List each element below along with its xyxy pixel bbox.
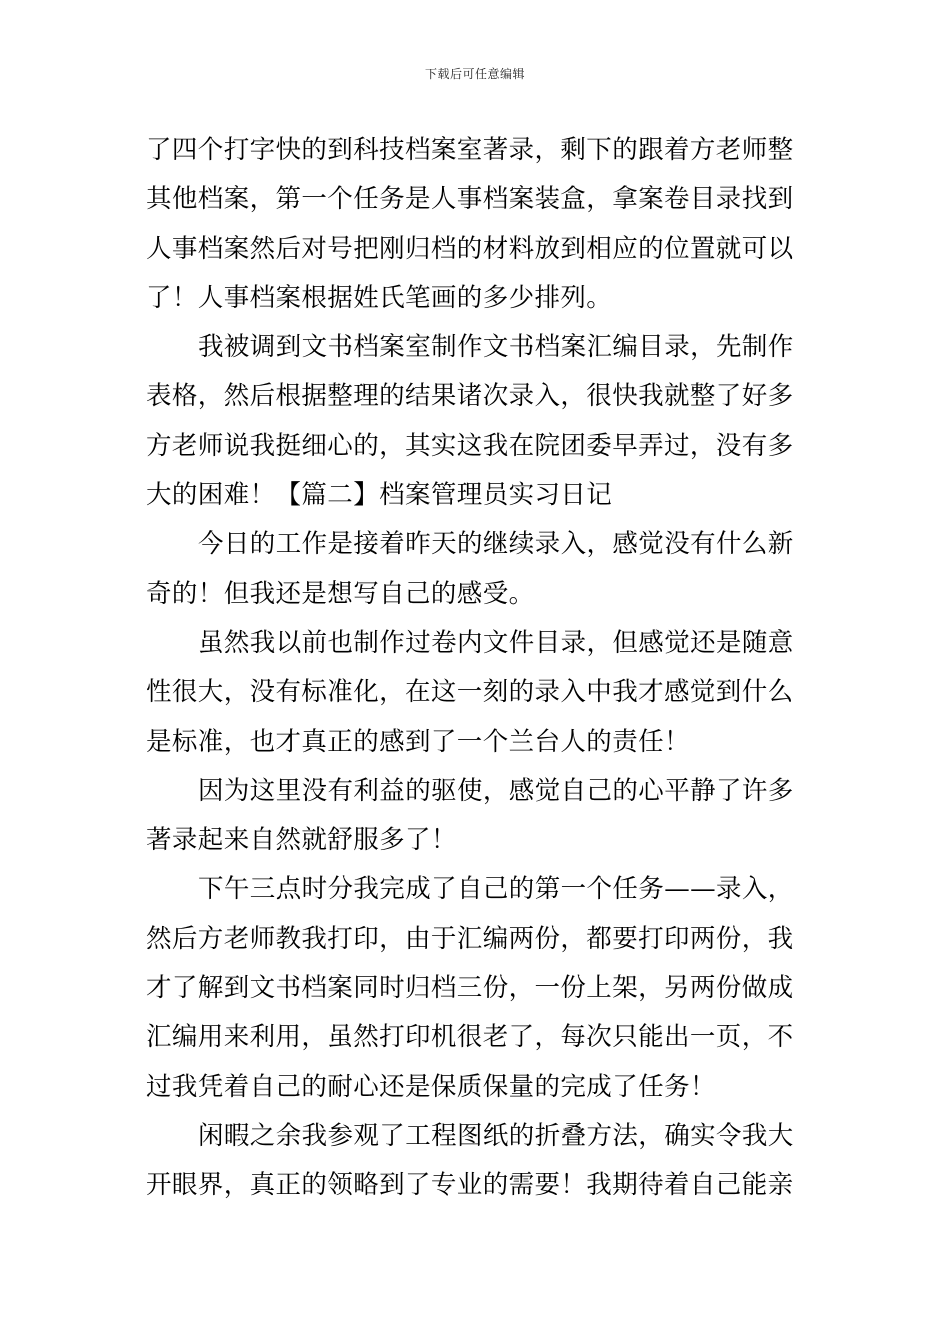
paragraph-start-line: 因为这里没有利益的驱使，感觉自己的心平静了许多 <box>198 775 794 806</box>
body-line: 其他档案，第一个任务是人事档案装盒，拿案卷目录找到 <box>146 184 794 215</box>
body-line: 著录起来自然就舒服多了！ <box>146 825 457 856</box>
body-line: 开眼界，真正的领略到了专业的需要！我期待着自己能亲 <box>146 1170 794 1201</box>
body-line: 人事档案然后对号把刚归档的材料放到相应的位置就可以 <box>146 233 794 264</box>
body-line: 然后方老师教我打印，由于汇编两份，都要打印两份，我 <box>146 923 794 954</box>
paragraph-start-line: 闲暇之余我参观了工程图纸的折叠方法，确实令我大 <box>198 1120 794 1151</box>
document-body <box>146 126 808 1211</box>
body-line: 汇编用来利用，虽然打印机很老了，每次只能出一页，不 <box>146 1022 794 1053</box>
body-line: 了！人事档案根据姓氏笔画的多少排列。 <box>146 282 613 313</box>
body-line: 过我凭着自己的耐心还是保质保量的完成了任务！ <box>146 1071 716 1102</box>
body-line: 了四个打字快的到科技档案室著录，剩下的跟着方老师整 <box>146 135 794 165</box>
paragraph-start-line: 虽然我以前也制作过卷内文件目录，但感觉还是随意 <box>198 627 794 658</box>
paragraph-start-line: 今日的工作是接着昨天的继续录入，感觉没有什么新 <box>198 529 794 560</box>
body-line: 方老师说我挺细心的，其实这我在院团委早弄过，没有多 <box>146 430 794 461</box>
body-line: 性很大，没有标准化，在这一刻的录入中我才感觉到什么 <box>146 677 794 708</box>
body-line: 是标准，也才真正的感到了一个兰台人的责任！ <box>146 726 690 757</box>
body-line: 表格，然后根据整理的结果诸次录入，很快我就整了好多 <box>146 381 794 412</box>
paragraph-start-line: 我被调到文书档案室制作文书档案汇编目录，先制作 <box>198 332 794 363</box>
page-header: 下载后可任意编辑 <box>424 67 525 81</box>
body-line: 奇的！但我还是想写自己的感受。 <box>146 578 535 609</box>
paragraph-start-line: 下午三点时分我完成了自己的第一个任务——录入， <box>198 874 794 905</box>
body-line: 才了解到文书档案同时归档三份，一份上架，另两份做成 <box>146 973 794 1004</box>
body-line: 大的困难！【篇二】档案管理员实习日记 <box>146 480 613 511</box>
